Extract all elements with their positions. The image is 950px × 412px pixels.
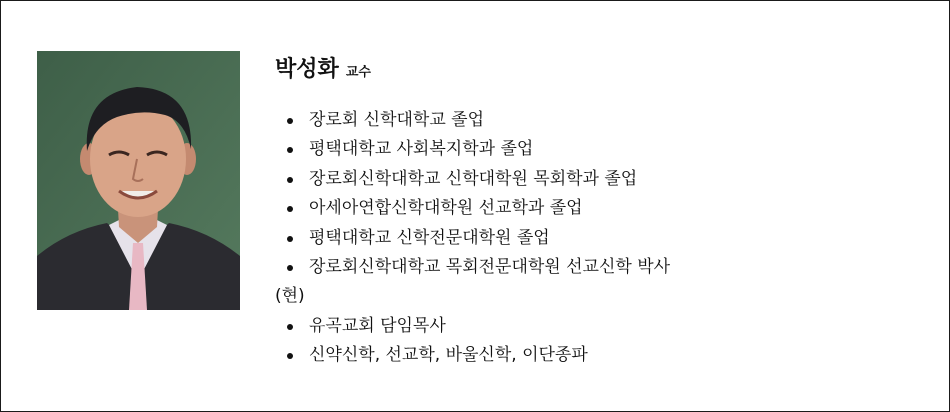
list-item: 장로회 신학대학교 졸업 <box>275 106 915 135</box>
name-line <box>275 55 915 88</box>
profile-info <box>275 55 915 371</box>
list-item: 평택대학교 사회복지학과 졸업 <box>275 135 915 164</box>
list-item: 신약신학, 선교학, 바울신학, 이단종파 <box>275 341 915 370</box>
profile-photo <box>37 51 240 310</box>
education-list <box>275 106 915 282</box>
list-item: 장로회신학대학교 신학대학원 목회학과 졸업 <box>275 165 915 194</box>
current-list <box>275 312 915 371</box>
list-item: 장로회신학대학교 목회전문대학원 선교신학 박사 <box>275 253 915 282</box>
professor-title: 교수 <box>345 65 371 80</box>
list-item: 유곡교회 담임목사 <box>275 312 915 341</box>
professor-name: 박성화 <box>275 57 339 82</box>
list-item: 아세아연합신학대학원 선교학과 졸업 <box>275 194 915 223</box>
portrait-illustration <box>37 51 240 310</box>
list-item: 평택대학교 신학전문대학원 졸업 <box>275 224 915 253</box>
current-position-label: (현) <box>275 286 305 307</box>
